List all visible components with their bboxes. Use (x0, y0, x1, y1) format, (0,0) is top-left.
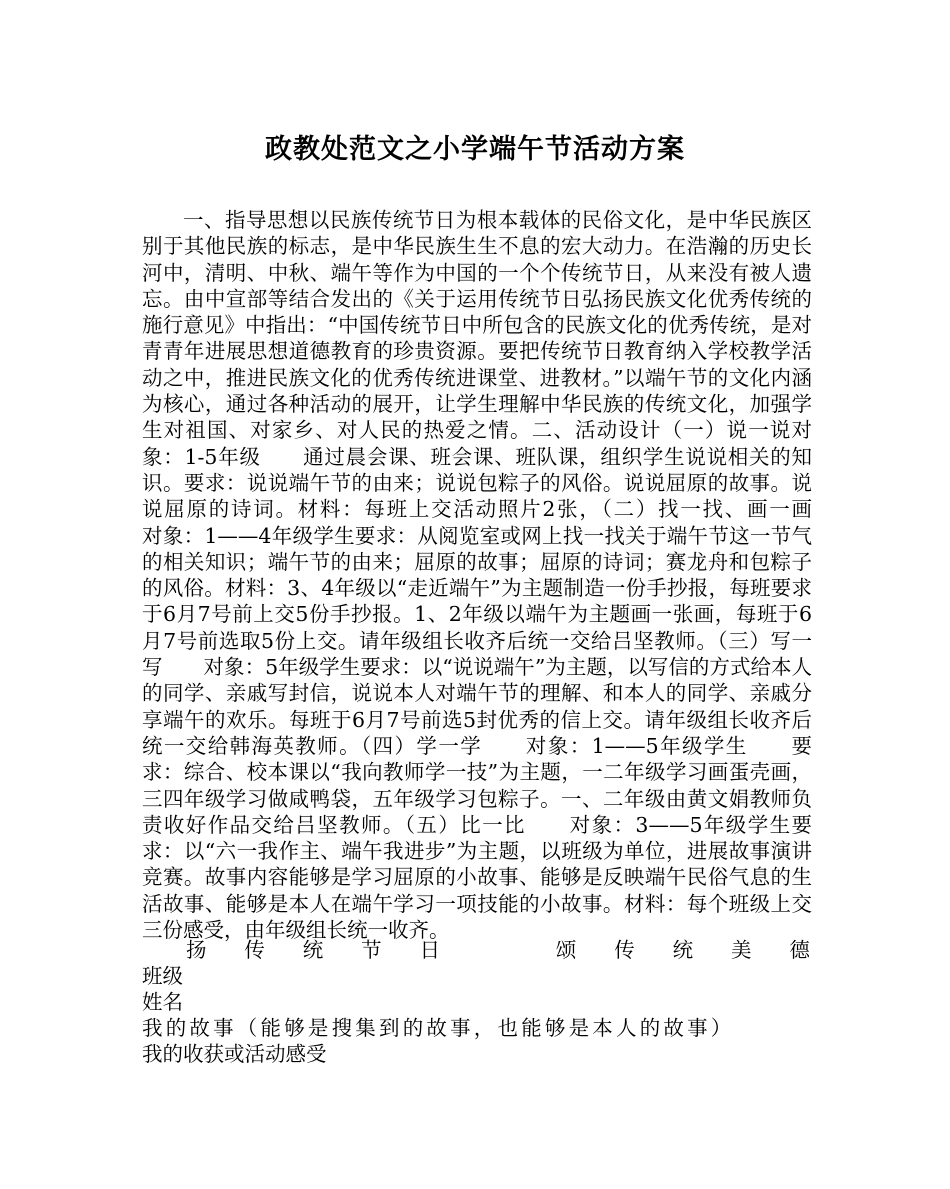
banner-char: 节 (361, 938, 382, 962)
story-label: 我的故事（能够是搜集到的故事，也能够是本人的故事） (142, 1016, 735, 1040)
banner-char: 传 (244, 938, 265, 962)
banner-char: 扬 (186, 938, 207, 962)
banner-char: 传 (614, 938, 635, 962)
banner-char: 德 (789, 938, 810, 962)
name-label: 姓名 (142, 990, 183, 1014)
banner-char: 统 (672, 938, 694, 962)
form-banner (142, 937, 812, 963)
banner-char: 日 (419, 938, 441, 962)
body-paragraph: 一、指导思想以民族传统节日为根本载体的民俗文化，是中华民族区别于其他民族的标志，是中华民族生生不息的宏大动力。在浩瀚的历史长河中，清明、中秋、端午等作为中国的一个个传统节日，从来没有被人遗忘。由中宣部等结合发出的《关于运用传统节日弘扬民族文化优秀传统的施行意见》中指出：“中国传统节日中所包含的民族文化的优秀传统，是对青青年进展思想道德教育的珍贵资源。要把传统节日教育纳入学校教学活动之中，推进民族文化的优秀传统进课堂、进教材。”以端午节的文化内涵为核心，通过各种活动的展开，让学生理解中华民族的传统文化，加强学生对祖国、对家乡、对人民的热爱之情。二、活动设计（一）说一说对象：1-5年级 通过晨会课、班会课、班队课，组织学生说说相关的知识。要求：说说端午节的由来；说说包粽子的风俗。说说屈原的故事。说说屈原的诗词。材料：每班上交活动照片2张，（二）找一找、画一画 对象：1——4年级学生要求：从阅览室或网上找一找关于端午节这一节气的相关知识；端午节的由来；屈原的故事；屈原的诗词；赛龙舟和包粽子的风俗。材料：3、4年级以“走近端午”为主题制造一份手抄报，每班要求于6月7号前上交5份手抄报。1、2年级以端午为主题画一张画，每班于6月7号前选取5份上交。请年级组长收齐后统一交给吕坚教师。（三）写一写 对象：5年级学生要求：以“说说端午”为主题，以写信的方式给本人的同学、亲戚写封信，说说本人对端午节的理解、和本人的同学、亲戚分享端午的欢乐。每班于6月7号前选5封优秀的信上交。请年级组长收齐后统一交给韩海英教师。（四）学一学 对象：1——5年级学生 要求：综合、校本课以“我向教师学一技”为主题，一二年级学习画蛋壳画，三四年级学习做咸鸭袋，五年级学习包粽子。一、二年级由黄文娟教师负责收好作品交给吕坚教师。（五）比一比 对象：3——5年级学生要求：以“六一我作主、端午我进步”为主题，以班级为单位，进展故事演讲竞赛。故事内容能够是学习屈原的小故事、能够是反映端午民俗气息的生活故事、能够是本人在端午学习一项技能的小故事。材料：每个班级上交三份感受，由年级组长统一收齐。 (142, 208, 853, 943)
class-label: 班级 (142, 964, 183, 988)
document-body (142, 207, 853, 943)
banner-char: 颂 (555, 938, 577, 962)
document-title: 政教处范文之小学端午节活动方案 (265, 134, 685, 165)
banner-gap (478, 937, 518, 963)
banner-char: 美 (731, 938, 752, 962)
gain-label: 我的收获或活动感受 (142, 1042, 327, 1066)
banner-char: 统 (302, 938, 324, 962)
